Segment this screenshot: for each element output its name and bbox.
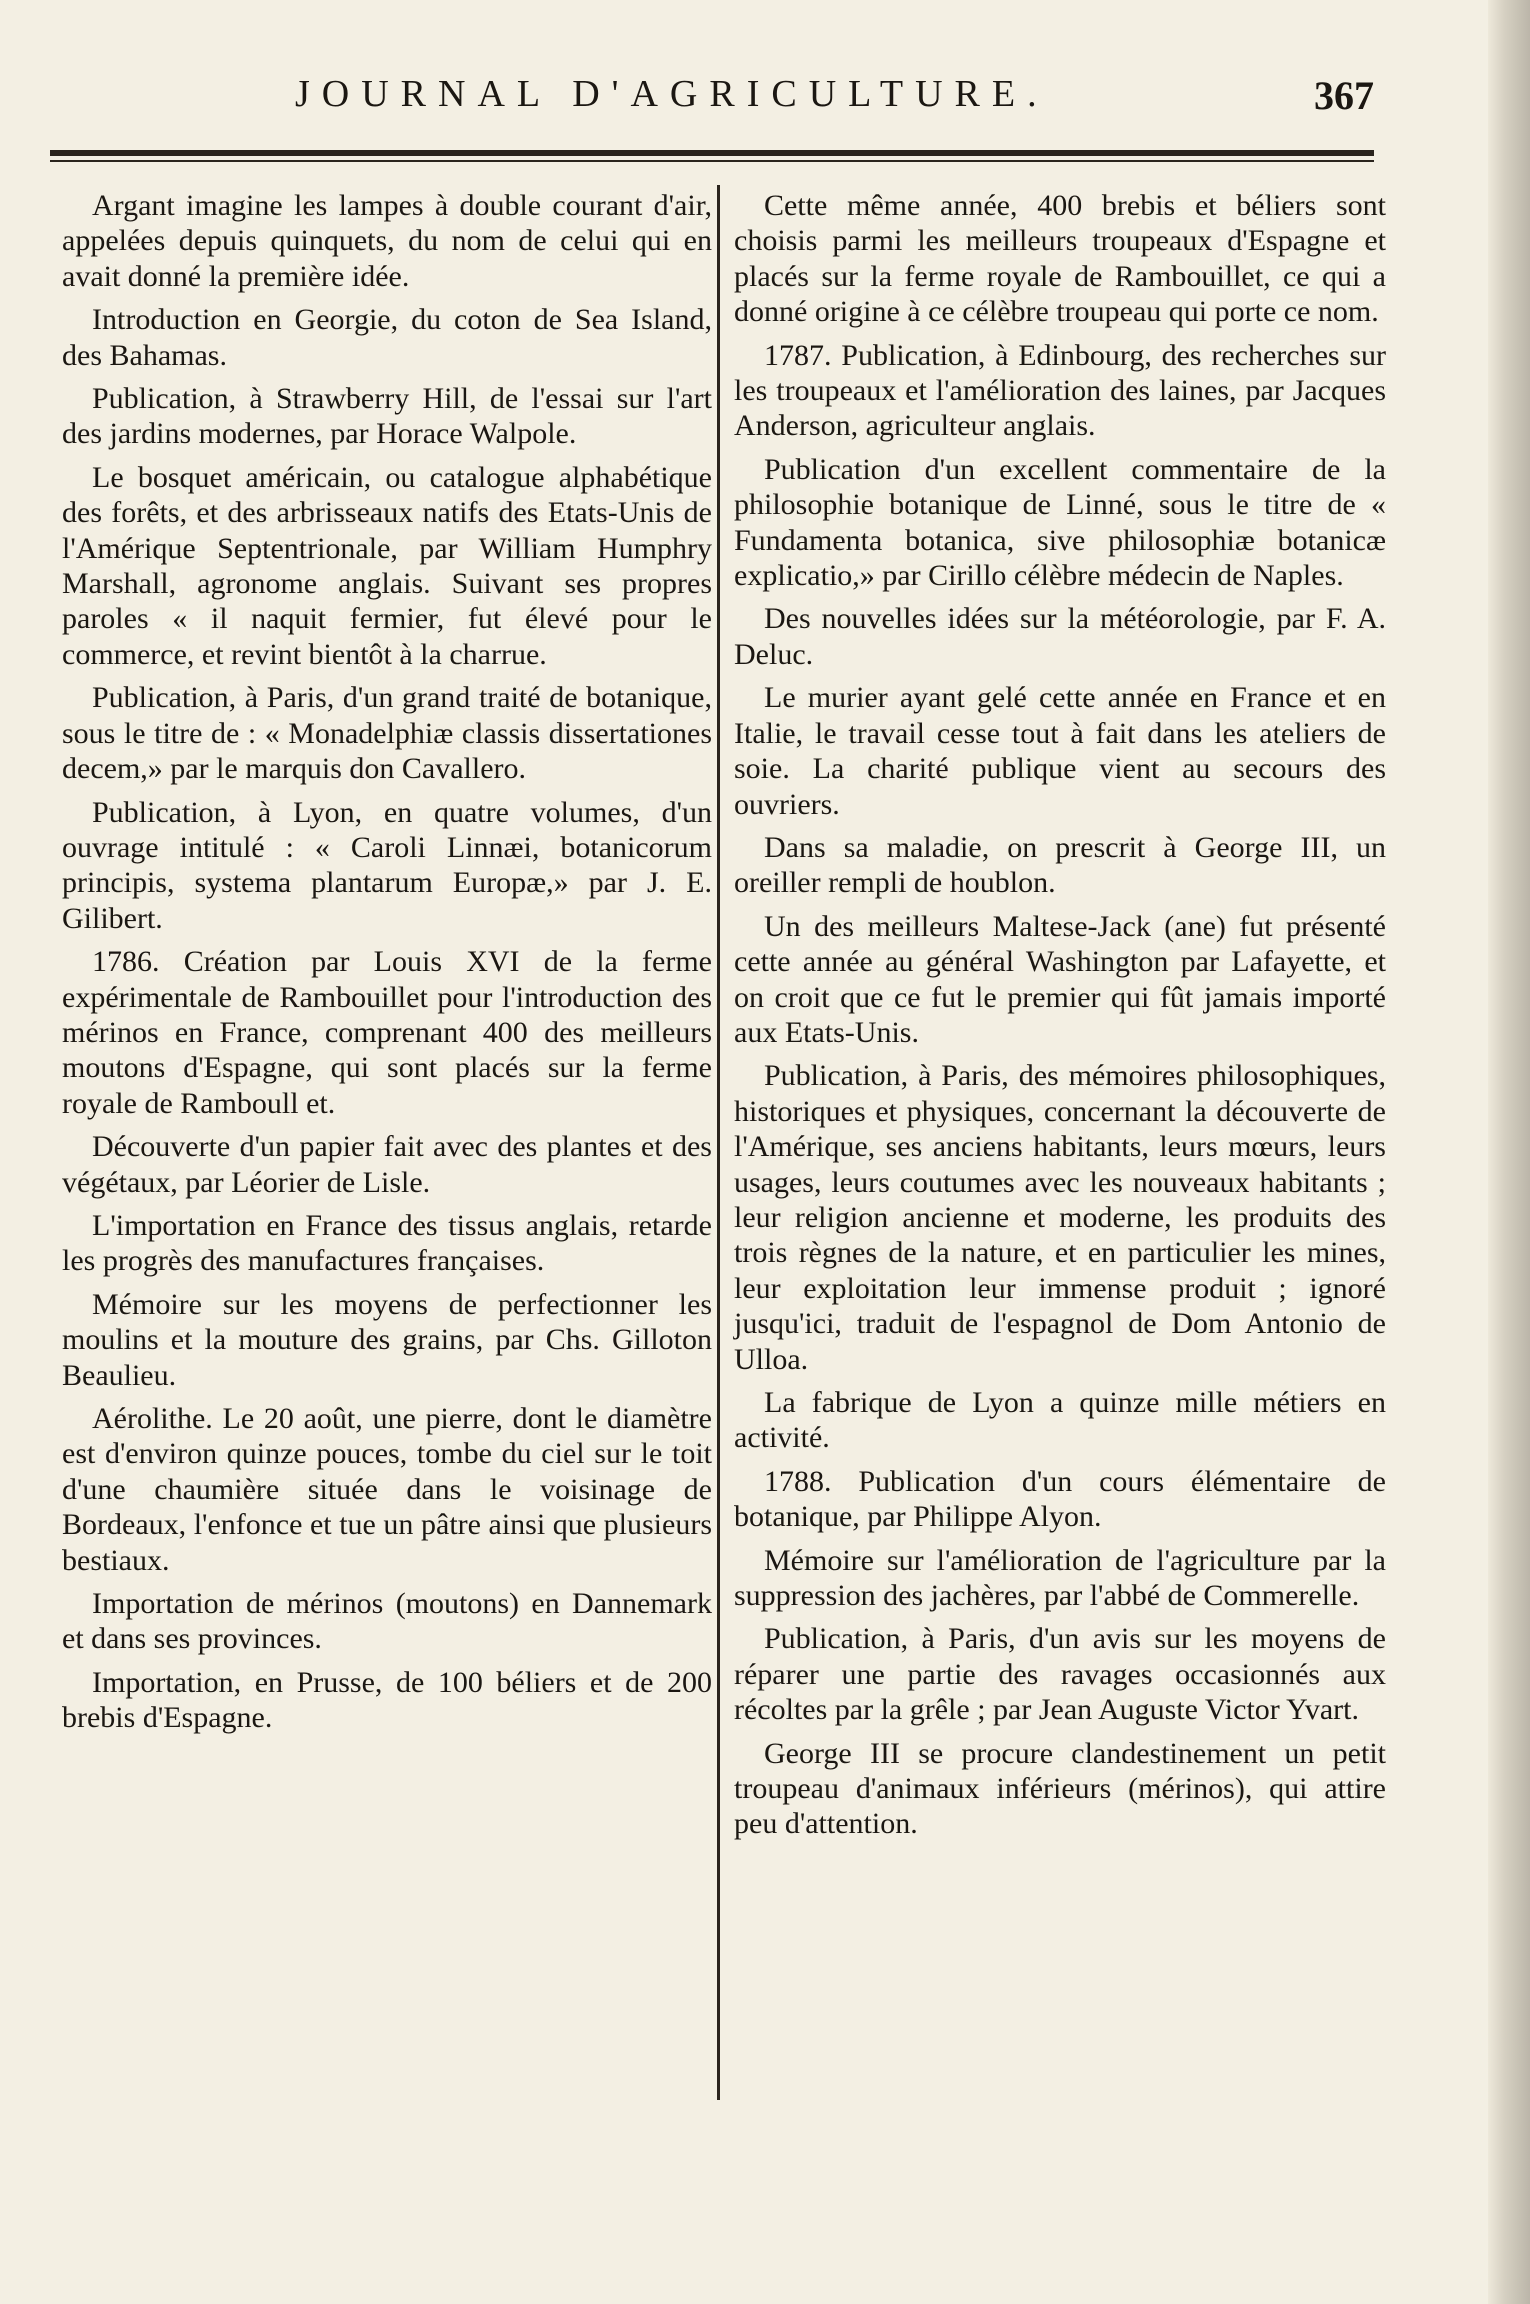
paragraph: Argant imagine les lampes à double courant d'air, appelées depuis quinquets, du nom de celui qui en avait donné la première idée. xyxy=(62,189,712,293)
header-rule-thin xyxy=(50,160,1374,162)
paragraph: Des nouvelles idées sur la météorologie, par F. A. Deluc. xyxy=(734,602,1386,671)
paragraph: Aérolithe. Le 20 août, une pierre, dont le diamètre est d'environ quinze pouces, tombe du ciel sur le toit d'une chaumière située dans le voisinage de Bordeaux, l'enfonce et tue un pâtre ainsi que plusieurs bestiaux. xyxy=(62,1402,712,1577)
right-column xyxy=(734,188,1386,1850)
paragraph: 1786. Création par Louis XVI de la ferme expérimentale de Rambouillet pour l'introduction des mérinos en France, comprenant 400 des meilleurs moutons d'Espagne, qui sont placés sur la ferme royale de Ramboull et. xyxy=(62,945,712,1120)
paragraph: Publication, à Paris, d'un grand traité de botanique, sous le titre de : « Monadelphiæ classis dissertationes decem,» par le marquis don Cavallero. xyxy=(62,681,712,786)
paragraph: Publication, à Lyon, en quatre volumes, d'un ouvrage intitulé : « Caroli Linnæi, botanicorum principis, systema plantarum Europæ,» par J. E. Gilibert. xyxy=(62,795,712,935)
paragraph: Publication d'un excellent commentaire de la philosophie botanique de Linné, sous le titre de « Fundamenta botanica, sive philosophiæ botanicæ explicatio,» par Cirillo célèbre médecin de Naples. xyxy=(734,452,1386,593)
paragraph: 1787. Publication, à Edinbourg, des recherches sur les troupeaux et l'amélioration des laines, par Jacques Anderson, agriculteur anglais. xyxy=(734,338,1386,443)
paragraph: Mémoire sur l'amélioration de l'agriculture par la suppression des jachères, par l'abbé de Commerelle. xyxy=(734,1543,1386,1613)
paragraph: Dans sa maladie, on prescrit à George III, un oreiller rempli de houblon. xyxy=(734,830,1386,900)
header-rule-thick xyxy=(50,150,1374,156)
paragraph: Publication, à Strawberry Hill, de l'essai sur l'art des jardins modernes, par Horace Walpole. xyxy=(62,382,712,451)
paragraph: Le murier ayant gelé cette année en France et en Italie, le travail cesse tout à fait dans les ateliers de soie. La charité publique vient au secours des ouvriers. xyxy=(734,681,1386,821)
paragraph: 1788. Publication d'un cours élémentaire de botanique, par Philippe Alyon. xyxy=(734,1464,1386,1534)
page-edge-shadow xyxy=(1488,0,1530,2304)
paragraph: Importation, en Prusse, de 100 béliers et de 200 brebis d'Espagne. xyxy=(62,1665,712,1735)
page-number: 367 xyxy=(1314,73,1374,118)
paragraph: Introduction en Georgie, du coton de Sea Island, des Bahamas. xyxy=(62,303,712,372)
left-column xyxy=(62,188,712,1744)
paragraph: Importation de mérinos (moutons) en Dannemark et dans ses provinces. xyxy=(62,1587,712,1656)
paragraph: Mémoire sur les moyens de perfectionner les moulins et la mouture des grains, par Chs. Gilloton Beaulieu. xyxy=(62,1287,712,1392)
paragraph: Un des meilleurs Maltese-Jack (ane) fut présenté cette année au général Washington par Lafayette, et on croit que ce fut le premier qui fût jamais importé aux Etats-Unis. xyxy=(734,909,1386,1049)
paragraph: George III se procure clandestinement un petit troupeau d'animaux inférieurs (mérinos), qui attire peu d'attention. xyxy=(734,1736,1386,1841)
paragraph: Publication, à Paris, des mémoires philosophiques, historiques et physiques, concernant la découverte de l'Amérique, ses anciens habitants, leurs mœurs, leurs usages, leurs coutumes avec les nouveaux habitants ; leur religion ancienne et moderne, les produits des trois règnes de la nature, et en particulier les mines, leur exploitation leur immense produit ; ignoré jusqu'ici, traduit de l'espagnol de Dom Antonio de Ulloa. xyxy=(734,1059,1386,1376)
paragraph: Cette même année, 400 brebis et béliers sont choisis parmi les meilleurs troupeaux d'Espagne et placés sur la ferme royale de Rambouillet, ce qui a donné origine à ce célèbre troupeau qui porte ce nom. xyxy=(734,189,1386,329)
column-divider xyxy=(717,185,720,2100)
paragraph: Publication, à Paris, d'un avis sur les moyens de réparer une partie des ravages occasionnés aux récoltes par la grêle ; par Jean Auguste Victor Yvart. xyxy=(734,1622,1386,1727)
running-header xyxy=(0,72,1530,122)
paragraph: La fabrique de Lyon a quinze mille métiers en activité. xyxy=(734,1386,1386,1455)
paragraph: L'importation en France des tissus anglais, retarde les progrès des manufactures françaises. xyxy=(62,1208,712,1278)
paragraph: Découverte d'un papier fait avec des plantes et des végétaux, par Léorier de Lisle. xyxy=(62,1130,712,1199)
paragraph: Le bosquet américain, ou catalogue alphabétique des forêts, et des arbrisseaux natifs des Etats-Unis de l'Amérique Septentrionale, par William Humphry Marshall, agronome anglais. Suivant ses propres paroles « il naquit fermier, fut élevé pour le commerce, et revint bientôt à la charrue. xyxy=(62,460,712,671)
journal-title: JOURNAL D'AGRICULTURE. xyxy=(295,73,1049,115)
